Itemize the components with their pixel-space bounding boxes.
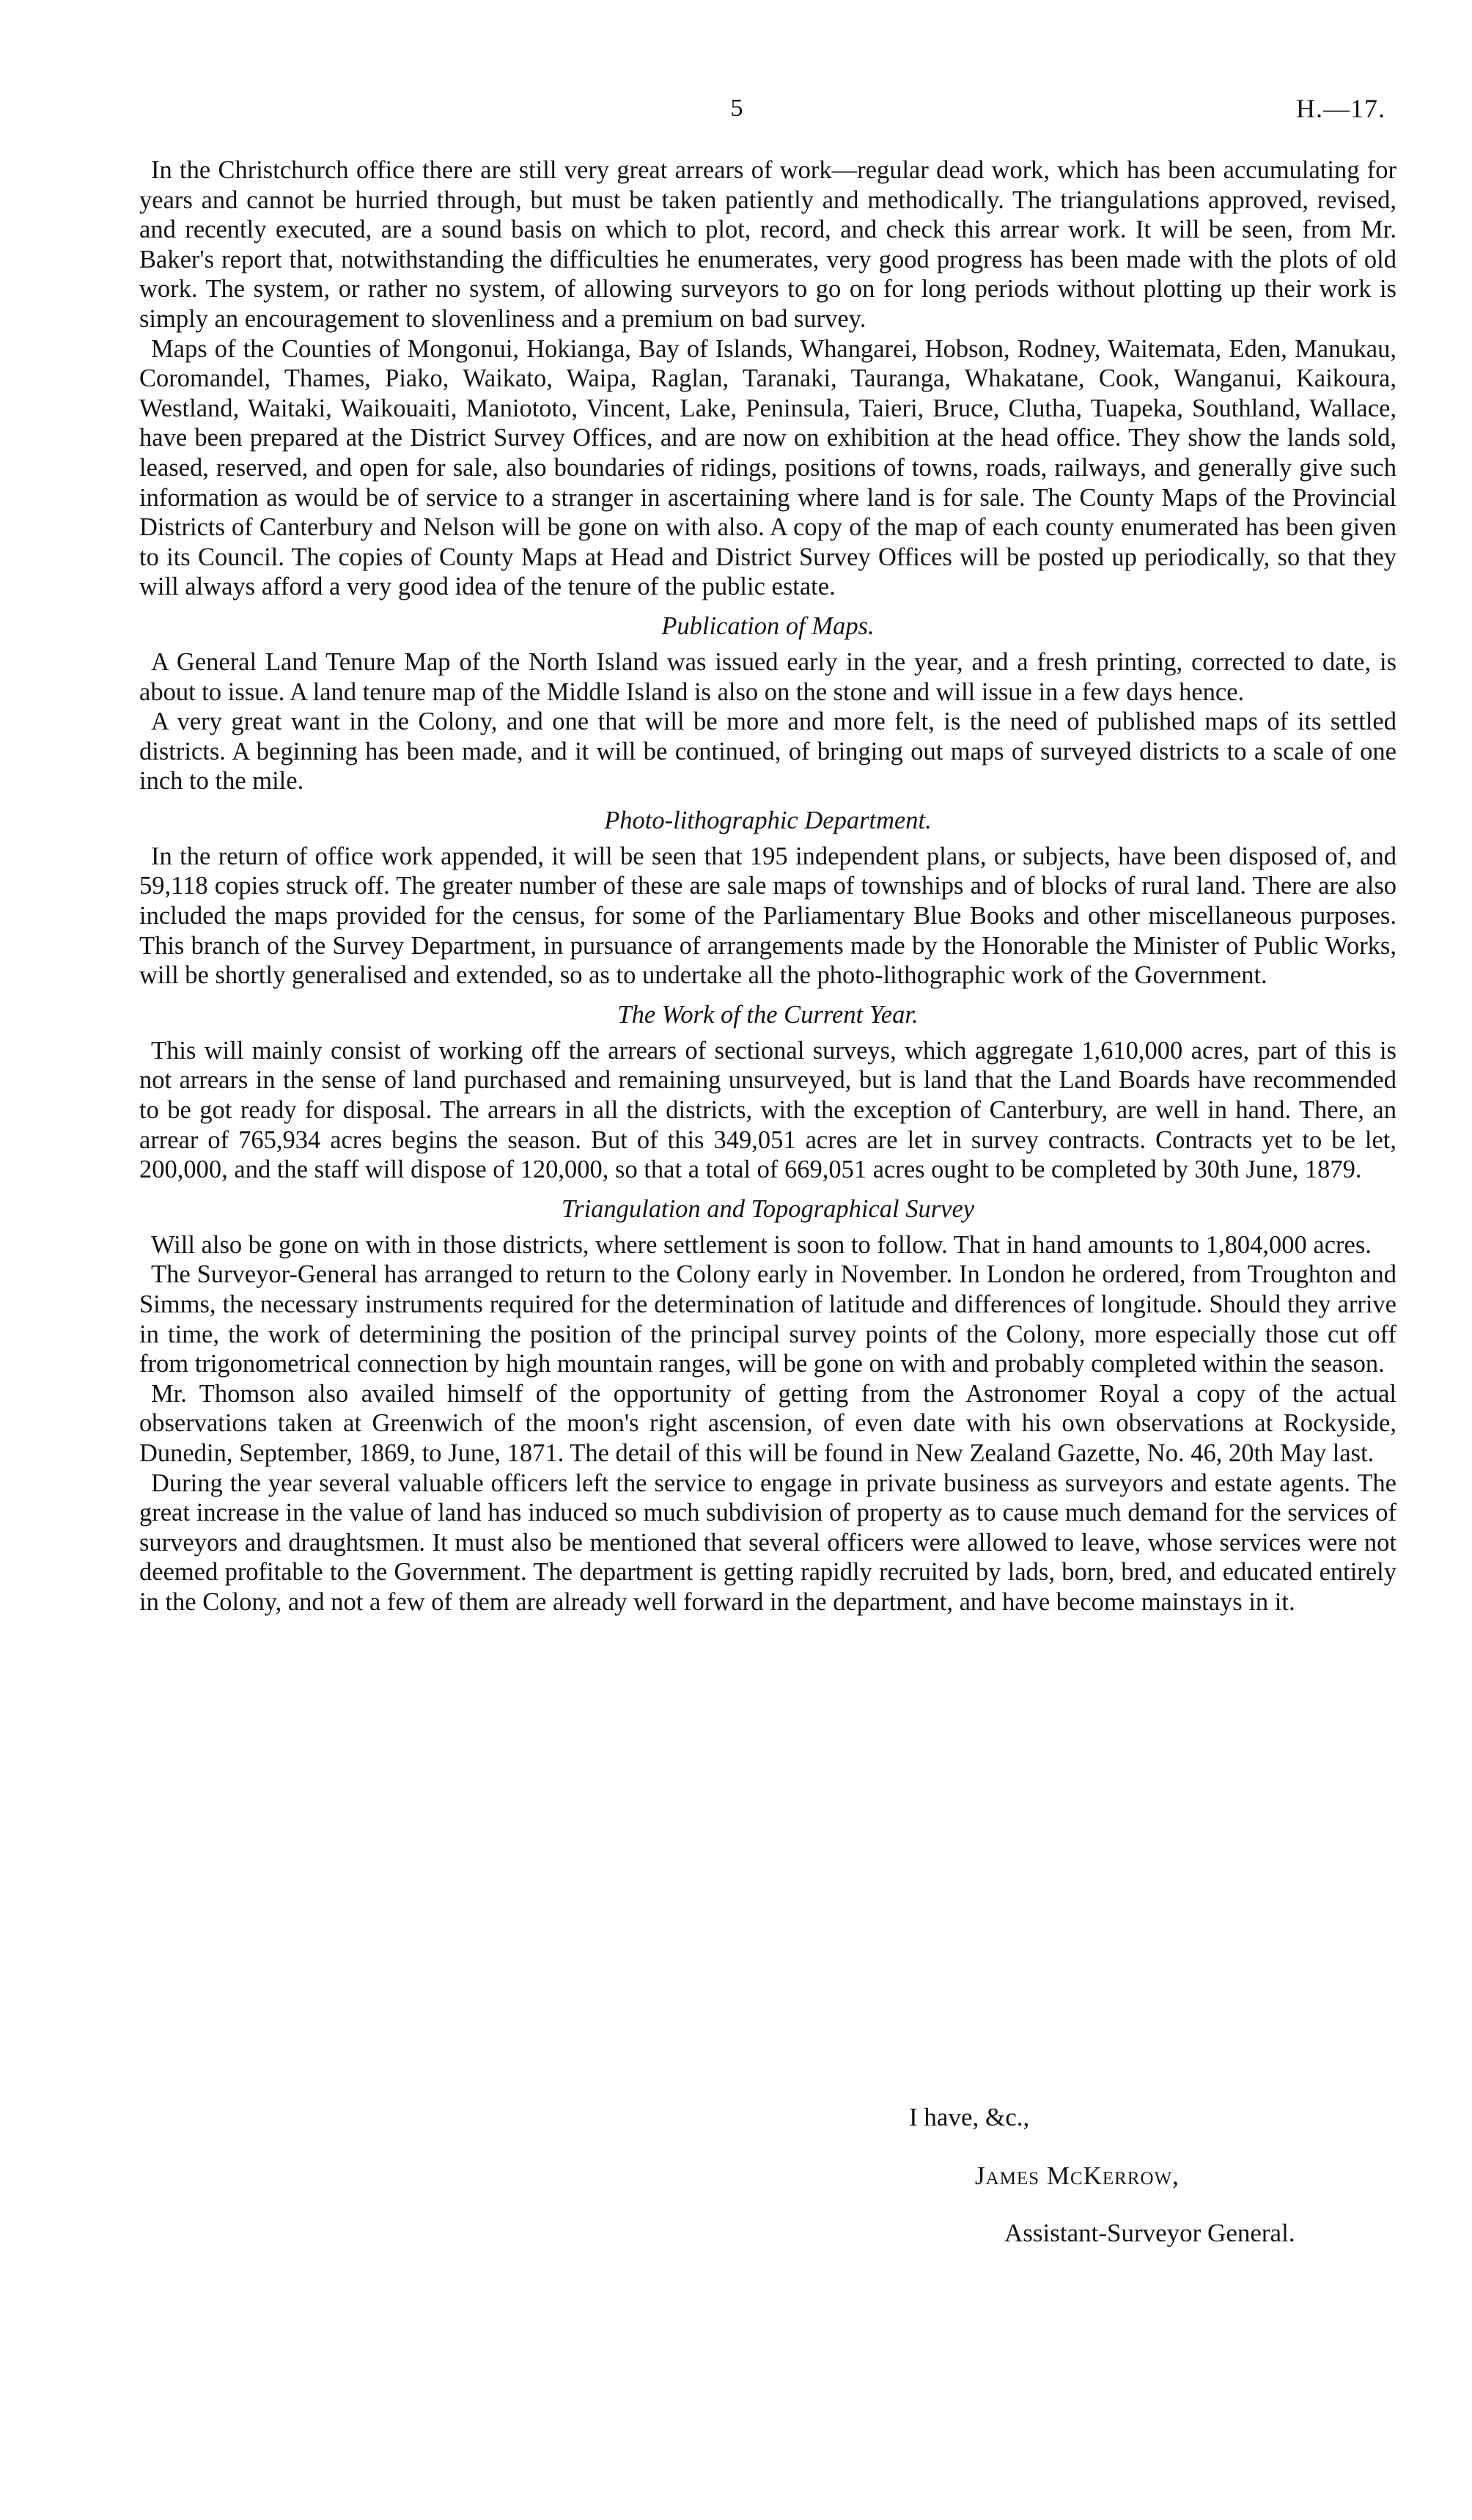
paragraph: Will also be gone on with in those districts, where settlement is soon to follow. That in hand amounts to 1,804,000 acres. — [151, 1230, 1372, 1259]
signatory-title: Assistant-Surveyor General. — [1004, 2219, 1295, 2247]
paragraph: The Surveyor-General has arranged to return to the Colony early in November. In London he ordered, from Troughton and Simms, the necessary instruments required for the determination of latitude and differences of longitude. Should they arrive in time, the work of determining the position of the principal survey points of the Colony, more especially those cut off from trigonometrical connection by high mountain ranges, will be gone on with and probably completed within the season. — [139, 1260, 1396, 1378]
paragraph: Maps of the Counties of Mongonui, Hokianga, Bay of Islands, Whangarei, Hobson, Rodney, Waitemata, Eden, Manukau, Coromandel, Thames, Piako, Waikato, Waipa, Raglan, Taranaki, Tauranga, Whakatane, Cook, Wanganui, Kaikoura, Westland, Waitaki, Waikouaiti, Maniototo, Vincent, Lake, Peninsula, Taieri, Bruce, Clutha, Tuapeka, Southland, Wallace, have been prepared at the District Survey Offices, and are now on exhibition at the head office. They show the lands sold, leased, reserved, and open for sale, also boundaries of ridings, positions of towns, roads, railways, and generally give such information as would be of service to a stranger in ascertaining where land is for sale. The County Maps of the Provincial Districts of Canterbury and Nelson will be gone on with also. A copy of the map of each county enumerated has been given to its Council. The copies of County Maps at Head and District Survey Offices will be posted up periodically, so that they will always afford a very good idea of the tenure of the public estate. — [139, 334, 1396, 601]
section-heading: The Work of the Current Year. — [617, 1000, 919, 1029]
section-heading: Publication of Maps. — [661, 611, 875, 640]
salutation: I have, &c., — [909, 2103, 1030, 2131]
signatory-name: James McKerrow, — [975, 2161, 1180, 2190]
body-text — [139, 155, 1396, 1617]
page-number: 5 — [730, 95, 743, 122]
letter-closing — [909, 2103, 1422, 2248]
paragraph: A General Land Tenure Map of the North Island was issued early in the year, and a fresh printing, corrected to date, is about to issue. A land tenure map of the Middle Island is also on the stone and will issue in a few days hence. — [139, 647, 1396, 706]
paragraph: A very great want in the Colony, and one that will be more and more felt, is the need of published maps of its settled districts. A beginning has been made, and it will be continued, of bringing out maps of surveyed districts to a scale of one inch to the mile. — [139, 708, 1396, 796]
paragraph: In the Christchurch office there are still very great arrears of work—regular dead work, which has been accumulating for years and cannot be hurried through, but must be taken patiently and methodically. The triangulations approved, revised, and recently executed, are a sound basis on which to plot, record, and check this arrear work. It will be seen, from Mr. Baker's report that, notwithstanding the difficulties he enumerates, very good progress has been made with the plots of old work. The system, or rather no system, of allowing surveyors to go on for long periods without plotting up their work is simply an encouragement to slovenliness and a premium on bad survey. — [139, 156, 1396, 333]
paragraph: In the return of office work appended, it will be seen that 195 independent plans, or subjects, have been disposed of, and 59,118 copies struck off. The greater number of these are sale maps of townships and of blocks of rural land. There are also included the maps provided for the census, for some of the Parliamentary Blue Books and other miscellaneous purposes. This branch of the Survey Department, in pursuance of arrangements made by the Honorable the Minister of Public Works, will be shortly generalised and extended, so as to undertake all the photo-lithographic work of the Government. — [139, 842, 1396, 990]
paragraph: During the year several valuable officers left the service to engage in private business as surveyors and estate agents. The great increase in the value of land has induced so much subdivision of property as to cause much demand for the services of surveyors and draughtsmen. It must also be mentioned that several officers were allowed to leave, whose services were not deemed profitable to the Government. The department is getting rapidly recruited by lads, born, bred, and educated entirely in the Colony, and not a few of them are already well forward in the department, and have become mainstays in it. — [139, 1469, 1396, 1616]
paragraph: Mr. Thomson also availed himself of the opportunity of getting from the Astronomer Royal a copy of the actual observations taken at Greenwich of the moon's right ascension, of even date with his own observations at Rockyside, Dunedin, September, 1869, to June, 1871. The detail of this will be found in New Zealand Gazette, No. 46, 20th May last. — [139, 1379, 1396, 1467]
section-heading: Photo-lithographic Department. — [604, 806, 932, 834]
section-heading: Triangulation and Topographical Survey — [561, 1194, 975, 1223]
document-reference: H.—17. — [1296, 94, 1385, 123]
paragraph: This will mainly consist of working off the arrears of sectional surveys, which aggregate 1,610,000 acres, part of this is not arrears in the sense of land purchased and remaining unsurveyed, but is land that the Land Boards have recommended to be got ready for disposal. The arrears in all the districts, with the exception of Canterbury, are well in hand. There, an arrear of 765,934 acres begins the season. But of this 349,051 acres are let in survey contracts. Contracts yet to be let, 200,000, and the staff will dispose of 120,000, so that a total of 669,051 acres ought to be completed by 30th June, 1879. — [139, 1036, 1396, 1184]
